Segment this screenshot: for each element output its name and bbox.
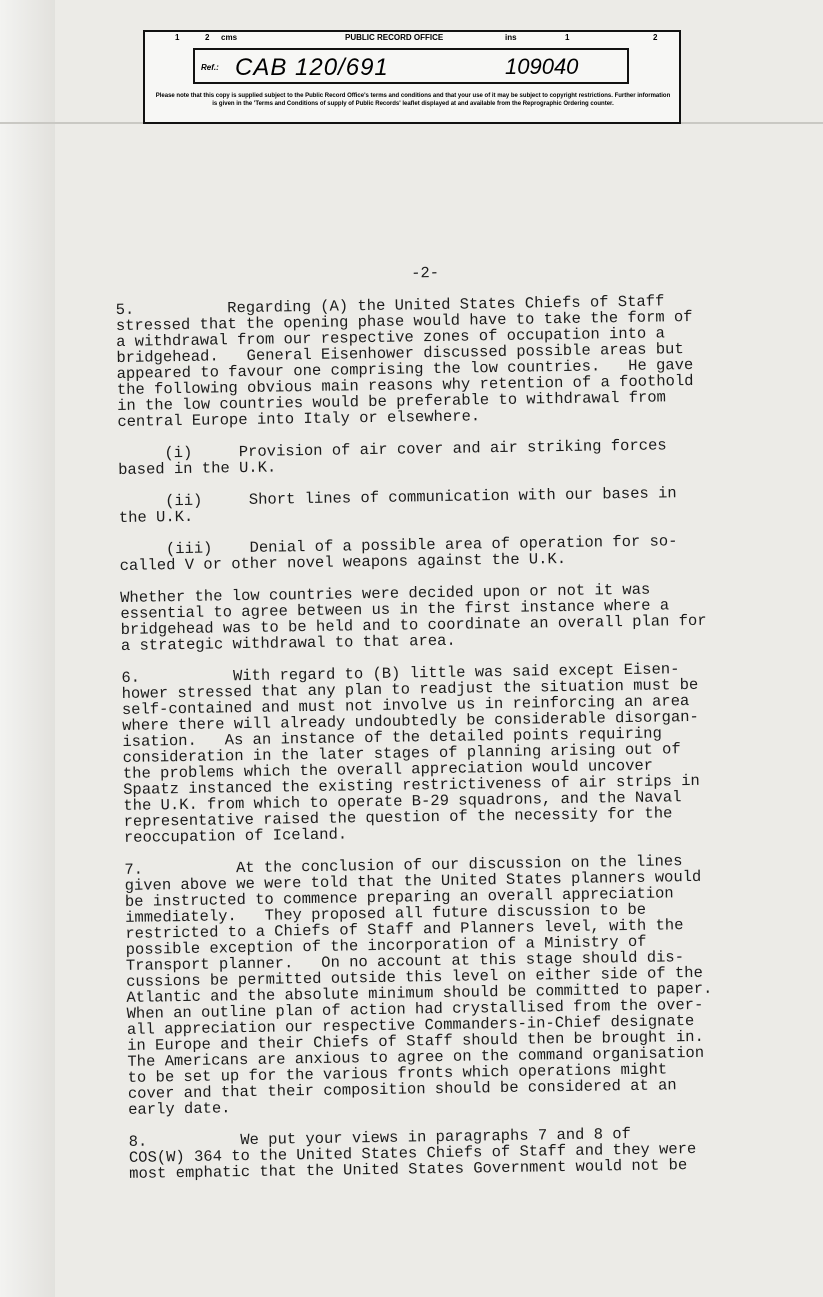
paragraph-8: 8. We put your views in paragraphs 7 and 8 of COS(W) 364 to the United States Chiefs of Staff and they were most emphatic that the United States Government would not be (128, 1125, 697, 1183)
ruler-mark-2: 2 (205, 33, 210, 42)
ruler-unit-ins: ins (505, 33, 517, 42)
ruler-ins-mark-1: 1 (565, 33, 570, 42)
paragraph-5-conclusion: Whether the low countries were decided upon or not it was essential to agree between us in the first instance where a bridgehead was to be held and to coordinate an overall plan for a strategic withdrawal to that area. (120, 580, 707, 655)
public-record-office-slip (143, 30, 681, 124)
paragraph-6: 6. With regard to (B) little was said except Eisen- hower stressed that any plan to readjust the situation must be self-contained and must not involve us in reinforcing an area where there will already undoubtedly be considerable disorgan- isation. As an instance of the detailed points requiring consideration in the later stages of planning arising out of the problems which the overall appreciation would uncover Spaatz instanced the existing restrictiveness of air strips in the U.K. from which to operate B-29 squadrons, and the Naval representative raised the question of the necessity for the reoccupation of Iceland. (121, 660, 700, 847)
ruler-ins-mark-2: 2 (653, 33, 658, 42)
paragraph-5: 5. Regarding (A) the United States Chiefs of Staff stressed that the opening phase would have to take the form of a withdrawal from our respective zones of occupation into a bridgehead. General Eisenhower discussed possible areas but appeared to favour one comprising the low countries. He gave the following obvious main reasons why retention of a foothold in the low countries would be preferable to withdrawal from central Europe into Italy or elsewhere. (115, 292, 694, 431)
ruler-mark-1: 1 (175, 33, 180, 42)
reference-number: 109040 (505, 54, 579, 79)
reference-code: CAB 120/691 (235, 54, 389, 81)
list-item-ii: (ii) Short lines of communication with our bases in the U.K. (118, 484, 677, 527)
scan-margin (0, 0, 55, 1297)
copyright-notice: Please note that this copy is supplied subject to the Public Record Office's terms and conditions and that your use of it may be subject to copyright restrictions. Further information is given in the 'Terms and Conditions of supply of Public Records' leaflet displayed at and available from the Reprographic Ordering counter. (155, 93, 671, 107)
paragraph-7: 7. At the conclusion of our discussion on the lines given above we were told that the United States planners would be instructed to commence preparing an overall appreciation immediately. They proposed all future discussion to be restricted to a Chiefs of Staff and Planners level, with the possible exception of the incorporation of a Ministry of Transport planner. On no account at this stage should dis- cussions be permitted outside this level on either side of the Atlantic and the absolute minimum should be committed to paper. When an outline plan of action had crystallised from the over- all appreciation our respective Commanders-in-Chief designate in Europe and their Chiefs of Staff should then be brought in. The Americans are anxious to agree on the command organisation to be set up for the various fronts which operations might cover and that their composition should be considered at an early date. (124, 852, 713, 1119)
typed-document-body (115, 260, 749, 1198)
list-item-iii: (iii) Denial of a possible area of operation for so- called V or other novel weapons against the U.K. (119, 532, 678, 575)
office-name: PUBLIC RECORD OFFICE (345, 33, 444, 42)
ruler-unit-cms: cms (221, 33, 238, 42)
slip-ruler (145, 32, 679, 46)
page-number: -2- (410, 263, 440, 283)
reference-label: Ref.: (201, 63, 219, 72)
reference-box (193, 48, 629, 84)
list-item-i: (i) Provision of air cover and air striking forces based in the U.K. (117, 436, 667, 479)
